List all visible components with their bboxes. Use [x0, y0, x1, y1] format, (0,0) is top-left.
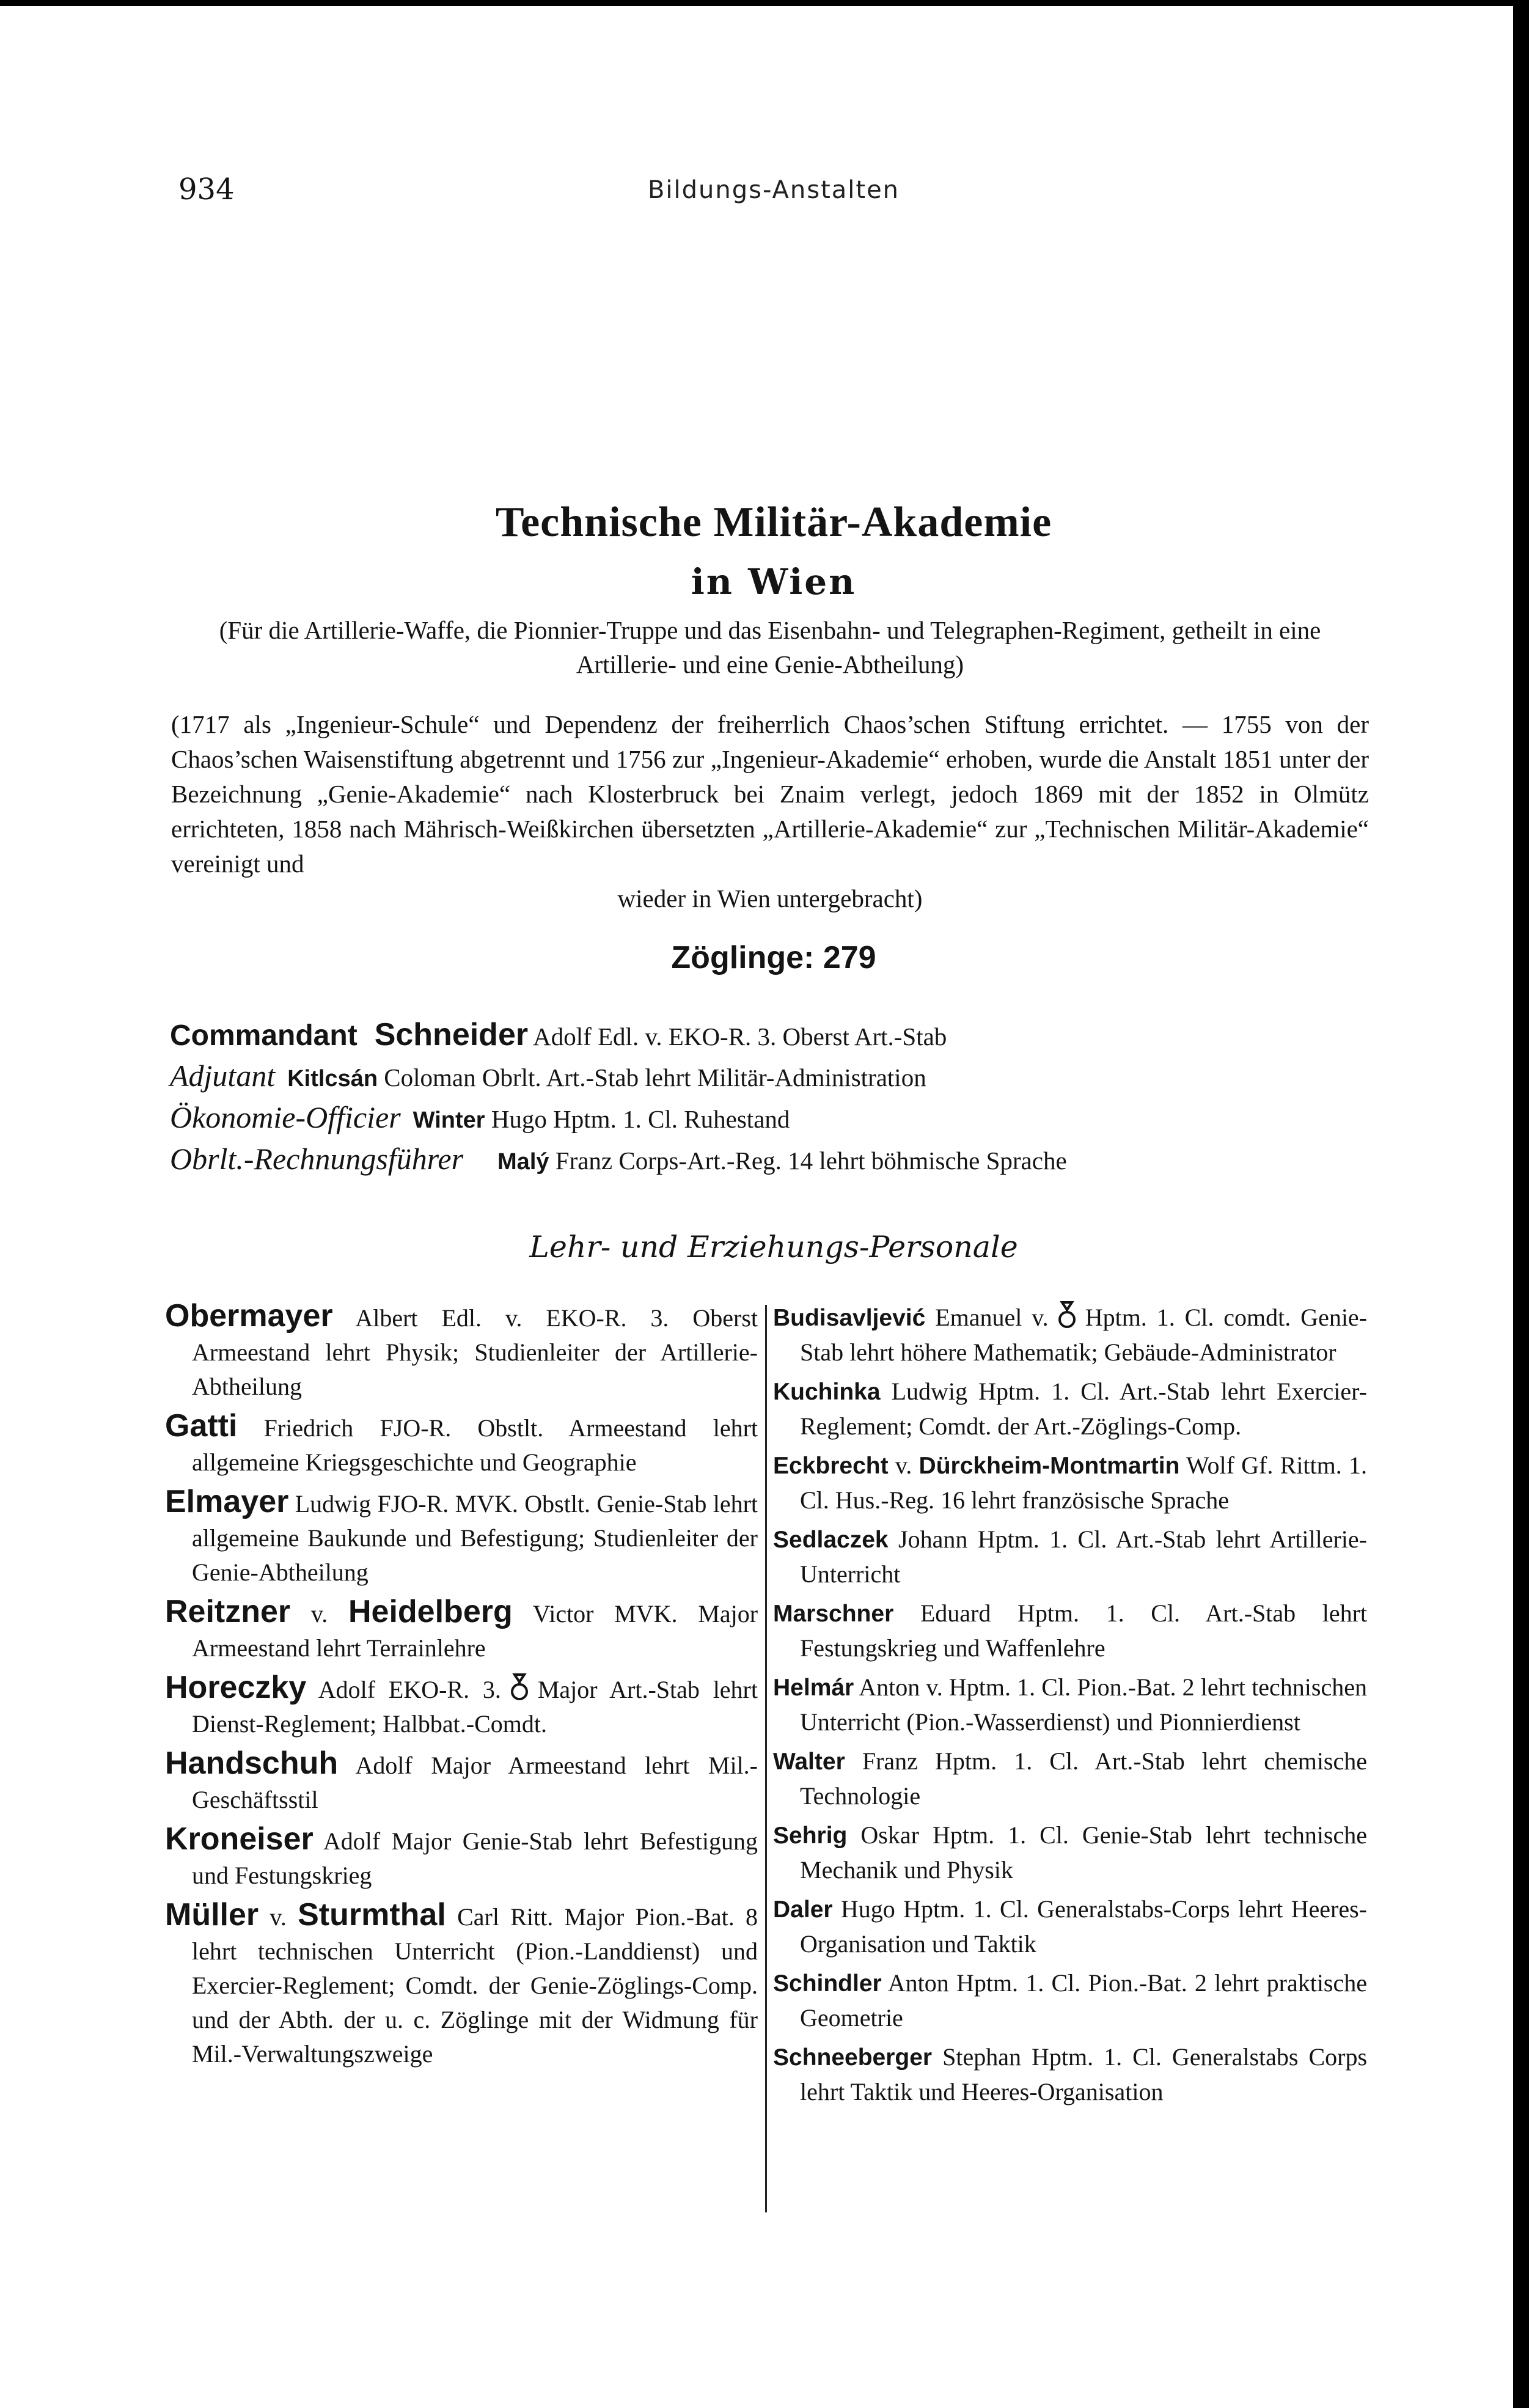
entry-text: Carl Ritt. Major Pion.-Bat. 8 lehrt technischen Unterricht (Pion.-Landdienst) und Exercier-Reglement; Comdt. der Genie-Zöglings-Comp. und der Abth. der u. c. Zöglinge mit der Widmung für Mil.-Verwaltungszweige: [192, 1903, 758, 2068]
entry-text: Johann Hptm. 1. Cl. Art.-Stab lehrt Artillerie-Unterricht: [800, 1525, 1367, 1588]
staff-entry: [773, 1522, 1367, 1591]
entry-text: Anton v. Hptm. 1. Cl. Pion.-Bat. 2 lehrt technischen Unterricht (Pion.-Wasserdienst) und Pionnierdienst: [800, 1673, 1367, 1736]
column-divider: [765, 1305, 767, 2212]
pupil-count: Zöglinge: 279: [671, 940, 876, 975]
staff-name: Kitlcsán: [287, 1066, 378, 1092]
entry-text: Ludwig FJO-R. MVK. Obstlt. Genie-Stab lehrt allgemeine Baukunde und Befestigung; Studienleiter der Genie-Abtheilung: [192, 1490, 758, 1586]
entry-connector: v.: [270, 1903, 287, 1931]
staff-entry: [773, 1670, 1367, 1739]
entry-surname-suffix: Sturmthal: [298, 1897, 446, 1933]
staff-entry: [773, 2040, 1367, 2109]
staff-entry: [773, 1818, 1367, 1887]
entry-surname: Walter: [773, 1749, 845, 1775]
staff-row: [170, 1016, 1067, 1058]
staff-name: Malý: [497, 1149, 549, 1175]
entry-text: Adolf Major Armeestand lehrt Mil.-Geschäftsstil: [192, 1752, 758, 1813]
staff-details: Hugo Hptm. 1. Cl. Ruhestand: [491, 1105, 790, 1133]
staff-role: Ökonomie-Officier: [170, 1100, 401, 1134]
entry-text: Adolf Major Genie-Stab lehrt Befestigung und Festungskrieg: [192, 1827, 758, 1889]
entry-surname: Elmayer: [165, 1484, 289, 1519]
entry-text: Ludwig Hptm. 1. Cl. Art.-Stab lehrt Exercier-Reglement; Comdt. der Art.-Zöglings-Comp.: [800, 1378, 1368, 1440]
page-number: 934: [178, 172, 235, 207]
staff-name: Schneider: [374, 1017, 529, 1052]
staff-details: Coloman Obrlt. Art.-Stab lehrt Militär-Administration: [384, 1063, 926, 1092]
entry-text: Oskar Hptm. 1. Cl. Genie-Stab lehrt technische Mechanik und Physik: [800, 1821, 1368, 1884]
staff-entry: [165, 1822, 758, 1893]
entry-surname: Schneeberger: [773, 2044, 933, 2071]
entry-text: Emanuel v.: [935, 1304, 1049, 1331]
entry-surname-suffix: Heidelberg: [348, 1594, 513, 1629]
running-head: Bildungs-Anstalten: [647, 176, 900, 204]
staff-entry: [165, 1595, 758, 1665]
entry-text: Wolf Gf. Rittm. 1. Cl. Hus.-Reg. 16 lehrt französische Sprache: [800, 1452, 1368, 1514]
staff-name: Winter: [413, 1107, 485, 1133]
entry-text-cont: Major Art.-Stab lehrt Dienst-Reglement; Halbbat.-Comdt.: [192, 1676, 758, 1738]
entry-surname: Sedlaczek: [773, 1527, 889, 1553]
entry-surname: Obermayer: [165, 1298, 333, 1334]
entry-surname: Budisavljević: [773, 1305, 926, 1331]
entry-text-cont: Hptm. 1. Cl. comdt. Genie-Stab lehrt höhere Mathematik; Gebäude-Administrator: [800, 1304, 1368, 1366]
entry-text: Stephan Hptm. 1. Cl. Generalstabs Corps lehrt Taktik und Heeres-Organisation: [800, 2043, 1368, 2105]
entry-surname: Daler: [773, 1896, 833, 1923]
entry-surname: Handschuh: [165, 1745, 339, 1781]
staff-entry: [165, 1746, 758, 1817]
staff-entry: [165, 1299, 758, 1404]
page-title: Technische Militär-Akademie: [495, 499, 1052, 546]
staff-entry: [773, 1892, 1367, 1961]
entry-surname: Kroneiser: [165, 1821, 314, 1857]
entry-surname: Helmár: [773, 1675, 854, 1701]
staff-entry: [773, 1966, 1367, 2035]
staff-entry: [773, 1299, 1367, 1370]
entry-text: Adolf EKO-R. 3.: [318, 1676, 501, 1703]
staff-entry: [773, 1375, 1367, 1444]
staff-entry: [165, 1409, 758, 1480]
entry-surname: Reitzner: [165, 1594, 291, 1629]
decoration-cross-icon: [507, 1671, 532, 1703]
entry-surname: Kuchinka: [773, 1379, 881, 1405]
entry-text: Victor MVK. Major Armeestand lehrt Terrainlehre: [192, 1600, 758, 1662]
staff-row: [170, 1099, 1067, 1141]
staff-role: Commandant: [170, 1019, 358, 1052]
entry-surname: Sehrig: [773, 1823, 848, 1849]
entry-surname: Marschner: [773, 1601, 894, 1627]
decoration-cross-icon: [1055, 1299, 1079, 1331]
staff-role: Adjutant: [170, 1059, 276, 1093]
staff-role: Obrlt.-Rechnungsführer: [170, 1142, 464, 1176]
entry-surname: Schindler: [773, 1970, 882, 1997]
entry-text: Franz Hptm. 1. Cl. Art.-Stab lehrt chemische Technologie: [800, 1747, 1368, 1810]
entry-surname: Müller: [165, 1897, 259, 1933]
left-column: [165, 1299, 758, 2076]
staff-details: Adolf Edl. v. EKO-R. 3. Oberst Art.-Stab: [533, 1022, 947, 1051]
staff-entry: [165, 1898, 758, 2071]
staff-entry: [165, 1485, 758, 1590]
purpose-note: (Für die Artillerie-Waffe, die Pionnier-Truppe und das Eisenbahn- und Telegraphen-Regiment, getheilt in eine Artillerie- und eine Genie-Abtheilung): [219, 616, 1321, 678]
entry-surname: Gatti: [165, 1408, 238, 1444]
staff-entry: [773, 1744, 1367, 1813]
staff-row: [170, 1058, 1067, 1099]
entry-text: Eduard Hptm. 1. Cl. Art.-Stab lehrt Festungskrieg und Waffenlehre: [800, 1599, 1368, 1662]
staff-details: Franz Corps-Art.-Reg. 14 lehrt böhmische Sprache: [555, 1147, 1067, 1175]
entry-connector: v.: [895, 1452, 912, 1479]
right-column: [773, 1299, 1367, 2114]
history-paragraph: [171, 707, 1369, 916]
staff-row: [170, 1141, 1067, 1183]
scan-border-right: [1513, 0, 1529, 2408]
entry-text: Friedrich FJO-R. Obstlt. Armeestand lehrt allgemeine Kriegsgeschichte und Geographie: [192, 1414, 758, 1476]
page-subtitle: in Wien: [691, 561, 857, 603]
entry-text: Anton Hptm. 1. Cl. Pion.-Bat. 2 lehrt praktische Geometrie: [800, 1969, 1368, 2032]
staff-list: [170, 1016, 1067, 1183]
entry-surname: Eckbrecht: [773, 1453, 889, 1479]
entry-surname-suffix: Dürckheim-Montmartin: [919, 1453, 1180, 1479]
history-last-line: wieder in Wien untergebracht): [617, 884, 923, 912]
staff-entry: [773, 1448, 1367, 1518]
staff-entry: [165, 1670, 758, 1741]
entry-surname: Horeczky: [165, 1670, 307, 1705]
entry-text: Hugo Hptm. 1. Cl. Generalstabs-Corps lehrt Heeres-Organisation und Taktik: [800, 1895, 1367, 1958]
entry-text: Albert Edl. v. EKO-R. 3. Oberst Armeestand lehrt Physik; Studienleiter der Artillerie-Abtheilung: [192, 1304, 758, 1400]
entry-connector: v.: [310, 1600, 328, 1628]
staff-entry: [773, 1596, 1367, 1665]
section-heading: Lehr- und Erziehungs-Personale: [529, 1230, 1018, 1265]
history-text: (1717 als „Ingenieur-Schule“ und Dependenz der freiherrlich Chaos’schen Stiftung errichtet. — 1755 von der Chaos’schen Waisenstiftung abgetrennt und 1756 zur „Ingenieur-Akademie“ erhoben, wurde die Anstalt 1851 unter der Bezeichnung „Genie-Akademie“ nach Klosterbruck bei Znaim verlegt, jedoch 1869 mit der 1852 in Olmütz errichteten, 1858 nach Mährisch-Weißkirchen übersetzten „Artillerie-Akademie“ zur „Technischen Militär-Akademie“ vereinigt und: [171, 710, 1369, 878]
